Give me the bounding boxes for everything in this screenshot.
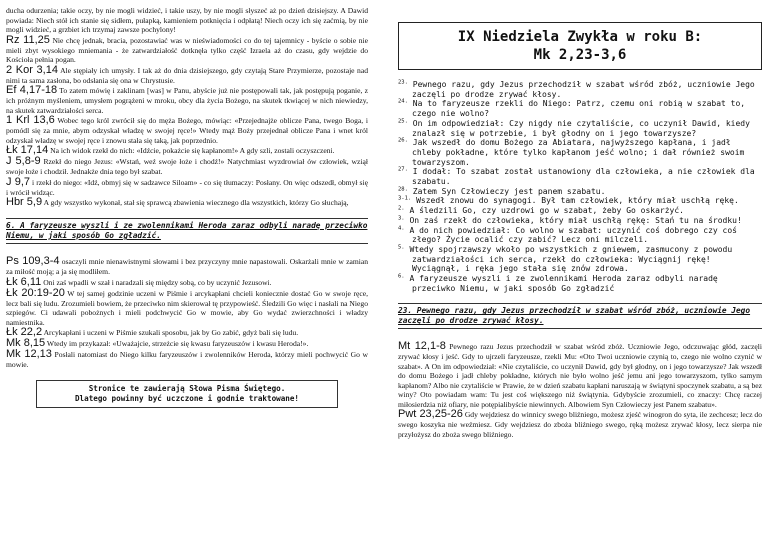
- verse-entry: [6, 156, 368, 177]
- verses-list-2: [6, 256, 368, 370]
- gospel-verse: [398, 206, 762, 216]
- footer-line-1: Stronice te zawierają Słowa Pisma Świętego.: [88, 383, 286, 393]
- verse-text: A gdy wszystko wykonał, stał się sprawcą zbawienia wiecznego dla wszystkich, którzy Go słuchają,: [43, 198, 349, 207]
- verse-number: 4.: [398, 224, 405, 231]
- verse-entry: [6, 115, 368, 145]
- title-line-1: IX Niedziela Zwykła w roku B:: [457, 29, 703, 45]
- verse-ref: Łk 6,11: [6, 275, 42, 288]
- verse-ref: Pwt 23,25-26: [398, 408, 463, 421]
- gospel-verse: [398, 138, 762, 167]
- verse-text: Rzekł do niego Jezus: «Wstań, weź swoje łoże i chodź!» Natychmiast wyzdrowiał ów człowiek, wziął swoje łoże i chodził. Jednakże dnia tego był szabat.: [6, 157, 368, 176]
- verse-entry: [6, 288, 368, 328]
- verse-text: i rzekł do niego: «Idź, obmyj się w sadzawce Siloam» - co się tłumaczy: Posłany. On więc odszedł, obmył się i wrócił widząc.: [6, 177, 368, 197]
- verse-number: 26.: [398, 137, 408, 144]
- verse-ref: Ps 109,3-4: [6, 255, 60, 267]
- verse-ref: Łk 17,14: [6, 144, 49, 156]
- verse-text: Pewnego razu, gdy Jezus przechodził w szabat wśród zbóż, uczniowie Jego zaczęli po drodze zrywać kłosy.: [412, 80, 755, 99]
- footer-box: [36, 380, 338, 408]
- verse-text: To zatem mówię i zaklinam [was] w Panu, abyście już nie postępowali tak, jak postępują poganie, z ich próżnym myśleniem, umysłem pogrążeni w mroku, obcy dla życia Bożego, na skutek tkwiącej w nich niewiedzy, na skutek zatwardziałości serca.: [6, 86, 369, 115]
- verse-number: 28.: [398, 186, 408, 193]
- left-column: [6, 6, 368, 408]
- gospel-text: [398, 80, 762, 293]
- verse-ref: J 5,8-9: [6, 155, 41, 167]
- verse-ref: Łk 20:19-20: [6, 286, 65, 299]
- gospel-verse: [398, 80, 762, 99]
- intro-text: ducha odurzenia; takie oczy, by nie mogli widzieć, i takie uszy, by nie mogli słyszeć aż po dzień dzisiejszy. A Dawid powiada: Niech stół ich stanie się sidłem, pułapką, kamieniem potknięcia i odpłatą! Niech oczy ich się zaćmią, by nie mogli widzieć, a grzbiet ich trzymaj zawsze pochylony!: [6, 6, 368, 34]
- verse-text: Wtedy im przykazał: «Uważajcie, strzeżcie się kwasu faryzeuszów i kwasu Heroda!».: [46, 339, 309, 348]
- verse-number: 5.: [398, 244, 405, 251]
- verse-number: 3-1.: [398, 195, 412, 202]
- verse-text: Gdy wejdziesz do winnicy swego bliźniego, możesz zjeść winogron do syta, ile zechcesz; lecz do swego koszyka nie weźmiesz. Gdy wejdziesz do zboża bliźniego swego, ręką możesz zrywać kłosy, lecz sierpa nie przyłożysz do zboża swego bliźniego.: [398, 410, 762, 439]
- verse-ref: J 9,7: [6, 175, 30, 188]
- verse-ref: Mk 8,15: [6, 337, 46, 349]
- verse-number: 23.: [398, 79, 408, 86]
- verse-entry: [6, 85, 368, 115]
- title-line-2: Mk 2,23-3,6: [533, 47, 627, 63]
- verse-ref: Mt 12,1-8: [398, 340, 446, 353]
- verse-text: Oni zaś wpadli w szał i naradzali się między sobą, co by uczynić Jezusowi.: [43, 277, 272, 287]
- gospel-verse: [398, 274, 762, 293]
- verse-ref: 2 Kor 3,14: [6, 63, 58, 76]
- verse-entry: [6, 197, 368, 208]
- verse-entry: [6, 145, 368, 156]
- verse-text: Zatem Syn Człowieczy jest panem szabatu.: [412, 186, 606, 196]
- verse-text: Jak wszedł do domu Bożego za Abiatara, najwyższego kapłana, i jadł chleby pokładne, które tylko kapłanom jeść wolno; i dał również swoim towarzyszom.: [412, 138, 745, 167]
- verse-entry: [6, 327, 368, 338]
- verses-list: [6, 35, 368, 209]
- verse-text: Na ich widok rzekł do nich: «Idźcie, pokażcie się kapłanom!» A gdy szli, zostali oczyszczeni.: [50, 146, 335, 155]
- verse-ref: 1 Krl 13,6: [6, 114, 55, 126]
- verse-text: A do nich powiedział: Co wolno w szabat: uczynić coś dobrego czy coś złego? Życie ocalić czy zabić? Lecz oni milczeli.: [409, 225, 737, 245]
- gospel-verse: [398, 216, 762, 226]
- verse-ref: Ef 4,17-18: [6, 84, 58, 96]
- verse-ref: Hbr 5,9: [6, 196, 43, 208]
- gospel-verse: [398, 245, 762, 274]
- gospel-verse: [398, 196, 762, 206]
- verse-text: Posłali natomiast do Niego kilku faryzeuszów i zwolenników Heroda, którzy mieli pochwycić Go w mowie.: [6, 350, 368, 369]
- verse-text: Nie chcę jednak, bracia, pozostawiać was w nieświadomości co do tej tajemnicy - byście o sobie nie mieli zbyt wysokiego mniemania - że zatwardziałość dotknęła tylko część Izraela aż do czasu, gdy wejdzie do Kościoła pełnia pogan.: [6, 35, 368, 64]
- right-column: [398, 80, 762, 439]
- verse-entry: [6, 35, 368, 65]
- verse-text: Ale stępiały ich umysły. I tak aż do dnia dzisiejszego, gdy czytają Stare Przymierze, pozostaje nad nimi ta sama zasłona, bo odsłania się ona w Chrystusie.: [6, 65, 369, 85]
- verse-text: W tej samej godzinie uczeni w Piśmie i arcykapłani chcieli koniecznie dostać Go w swoje ręce, lecz bali się ludu. Zrozumieli bowiem, że przeciwko nim skierował tę przypowieść. Śledzili Go więc i nasłali na Niego szpiegów. Ci udawali pobożnych i mieli podchwycić Go w mowie, aby Go wydać zwierzchności i władzy namiestnika.: [6, 288, 368, 327]
- highlight-verse-23: 23. Pewnego razu, gdy Jezus przechodził w szabat wśród zbóż, uczniowie Jego zaczęli po drodze zrywać kłosy.: [398, 303, 762, 329]
- verse-text: Pewnego razu Jezus przechodził w szabat wśród zbóż. Uczniowie Jego, odczuwając głód, zaczęli zrywać kłosy i jeść. Gdy to ujrzeli faryzeusze, rzekli Mu: «Oto Twoi uczniowie czynią to, czego nie wolno czynić w szabat». A On im odpowiedział: «Nie czytaliście, co uczynił Dawid, gdy był głodny, on i jego towarzysze? Jak wszedł do domu Bożego i jadł chleby pokładne, których nie było wolno jeść jemu ani jego towarzyszom, tylko samym kapłanom? Albo nie czytaliście w Prawie, że w dzień szabatu kapłani naruszają w świątyni spoczynek szabatu, a są bez winy? Oto powiadam wam: Tu jest coś większego niż świątynia. Gdybyście zrozumieli, co znaczy: Chcę raczej miłosierdzia niż ofiary, nie potępialibyście niewinnych. Albowiem Syn Człowieczy jest Panem szabatu».: [398, 342, 762, 409]
- verse-text: Na to faryzeusze rzekli do Niego: Patrz, czemu oni robią w szabat to, czego nie wolno?: [412, 99, 746, 119]
- verse-number: 24.: [398, 98, 408, 105]
- verse-number: 25.: [398, 118, 408, 125]
- verse-text: A faryzeusze wyszli i ze zwolennikami Heroda zaraz odbyli naradę przeciwko Niemu, w jaki sposób Go zgładzić: [409, 274, 718, 293]
- verse-entry: [6, 177, 368, 198]
- verse-text: Wobec tego król zwrócił się do męża Bożego, mówiąc: «Przejednajże oblicze Pana, twego Boga, i pomódl się za mnie, abym odzyskał władzę w swojej ręce!» Wtedy mąż Boży przejednał oblicze Pana i wnet król odzyskał władzę w swojej ręce i znowu stała się taką, jak poprzednio.: [6, 116, 368, 145]
- footer-line-2: Dlatego powinny być uczczone i godnie traktowane!: [74, 393, 300, 403]
- verse-ref: Rz 11,25: [6, 33, 50, 46]
- verse-text: Arcykapłani i uczeni w Piśmie szukali sposobu, jak by Go zabić, gdyż bali się ludu.: [43, 328, 299, 337]
- gospel-verse: [398, 226, 762, 245]
- verse-ref: Łk 22,2: [6, 326, 43, 338]
- gospel-verse: [398, 99, 762, 118]
- verse-text: On im odpowiedział: Czy nigdy nie czytaliście, co uczynił Dawid, kiedy znalazł się w potrzebie, i był głodny on i jego towarzysze?: [412, 118, 750, 138]
- verse-pwt: [398, 409, 762, 439]
- verse-text: Wtedy spojrzawszy wkoło po wszystkich z gniewem, zasmucony z powodu zatwardziałości ich serca, rzekł do człowieka: Wyciągnij rękę! Wyciągnął, i ręka jego stała się znów zdrowa.: [409, 244, 733, 274]
- verse-text: On zaś rzekł do człowieka, który miał uschłą rękę: Stań tu na środku!: [409, 215, 742, 225]
- verse-number: 27.: [398, 166, 408, 173]
- verse-ref: Mk 12,13: [6, 348, 52, 360]
- verse-entry: [6, 338, 368, 349]
- verse-text: I dodał: To szabat został ustanowiony dla człowieka, a nie człowiek dla szabatu.: [412, 167, 755, 187]
- verse-entry: [6, 349, 368, 370]
- verse-text: Wszedł znowu do synagogi. Był tam człowiek, który miał uschłą rękę.: [416, 196, 739, 206]
- highlight-verse-6: 6. A faryzeusze wyszli i ze zwolennikami Heroda zaraz odbyli naradę przeciwko Niemu, w jaki sposób Go zgładzić.: [6, 218, 368, 244]
- verse-mt: [398, 341, 762, 409]
- page-title: [398, 22, 762, 70]
- verse-text: A śledzili Go, czy uzdrowi go w szabat, żeby Go oskarżyć.: [409, 206, 684, 216]
- verse-number: 6.: [398, 273, 405, 280]
- verse-text: osaczyli mnie nienawistnymi słowami i bez przyczyny mnie napastowali. Oskarżali mnie w zamian za miłość moją; a ja się modliłem.: [6, 257, 369, 276]
- gospel-verse: [398, 187, 762, 197]
- verse-entry: [6, 256, 368, 277]
- verse-number: 2.: [398, 205, 405, 212]
- verse-number: 3.: [398, 215, 405, 222]
- verse-entry: [6, 65, 368, 86]
- gospel-verse: [398, 119, 762, 138]
- gospel-verse: [398, 167, 762, 186]
